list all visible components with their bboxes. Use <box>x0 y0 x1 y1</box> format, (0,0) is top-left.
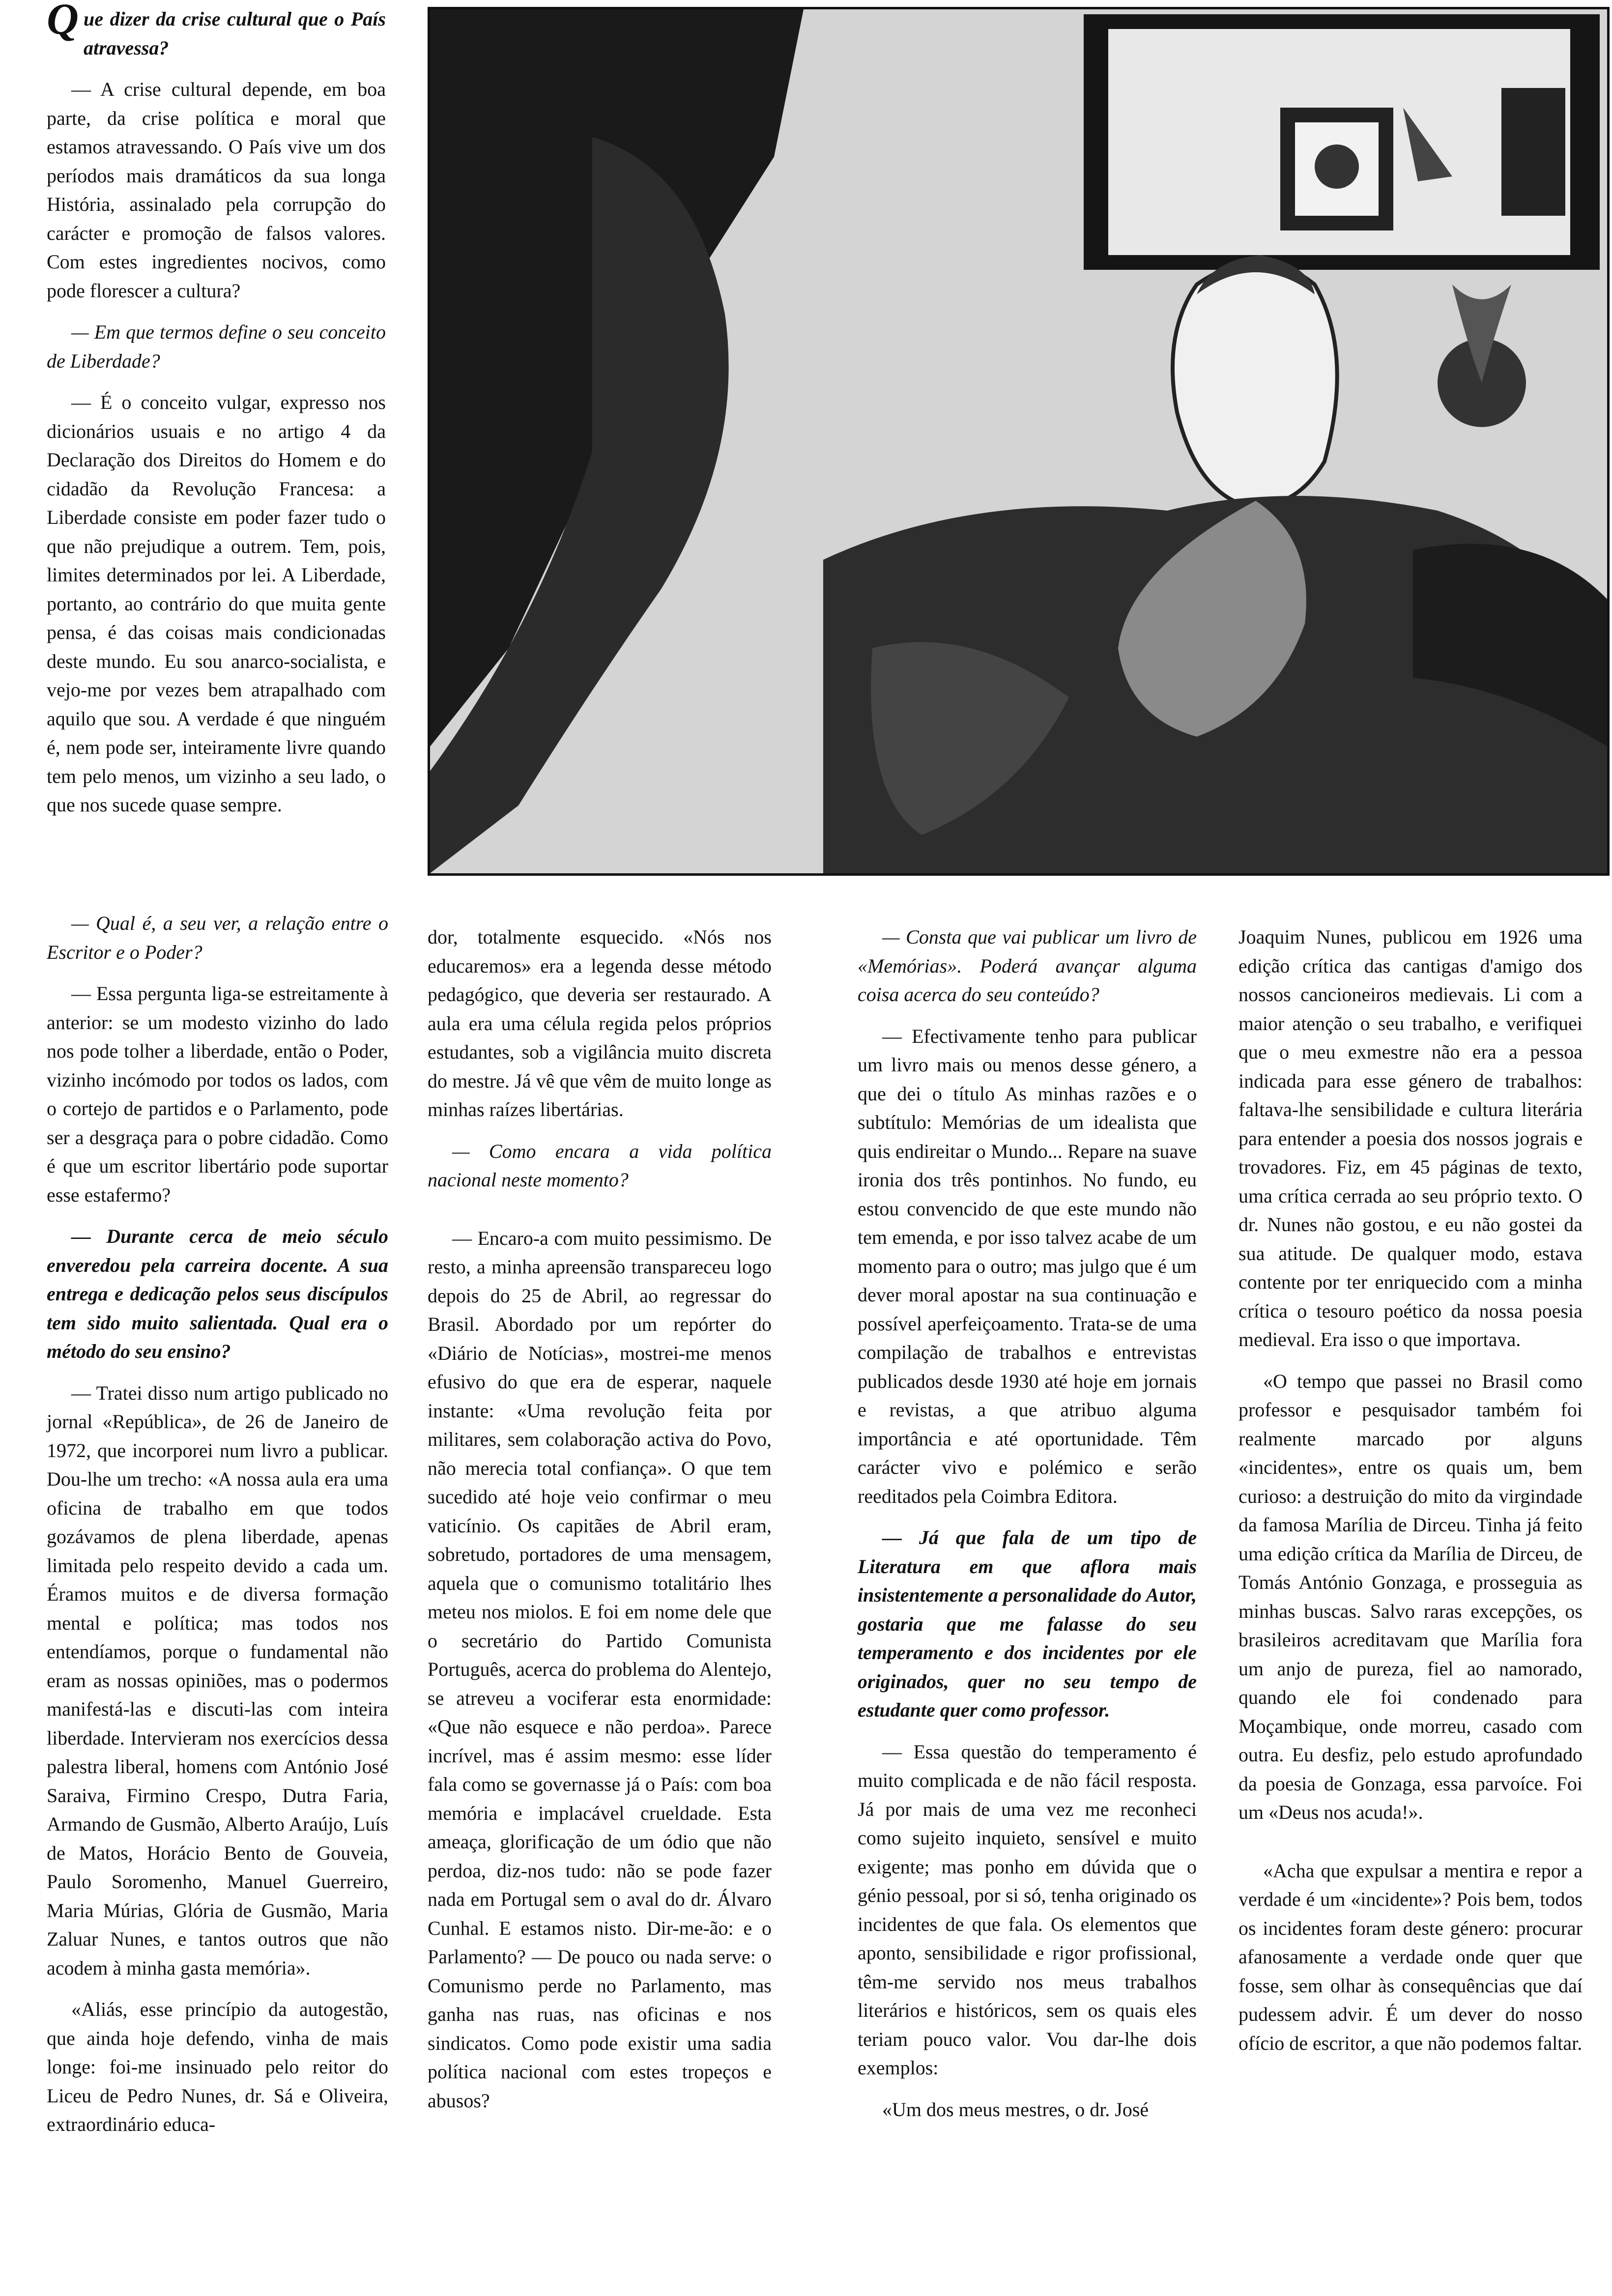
question-paragraph: — Qual é, a seu ver, a relação entre o Escritor e o Poder? <box>47 912 388 963</box>
question-paragraph: — Consta que vai publicar um livro de «Memórias». Poderá avançar alguma coisa acerca do seu conteúdo? <box>858 926 1197 1005</box>
answer-paragraph: dor, totalmente esquecido. «Nós nos educaremos» era a legenda desse método pedagógico, que deveria ser restaurado. A aula era uma célula regida pelos próprios estudantes, sob a vigilância muito discreta do mestre. Já vê que vêm de muito longe as minhas raízes libertárias. <box>428 926 772 1120</box>
answer-paragraph: «Um dos meus mestres, o dr. José <box>882 2098 1149 2121</box>
column-top-left <box>47 0 386 832</box>
answer-paragraph: Joaquim Nunes, publicou em 1926 uma edição crítica das cantigas d'amigo dos nossos cancioneiros medievais. Li com a maior atenção o seu trabalho, e verifiquei que o meu exmestre não era a pessoa indicada para esse género de trabalhos: faltava-lhe sensibilidade e cultura literária para entender a poesia dos nossos jograis e trovadores. Fiz, em 45 páginas de texto, uma crítica cerrada ao seu próprio texto. O dr. Nunes não gostou, e eu não gostei da sua atitude. De qualquer modo, estava contente por ter enriquecido com a minha crítica o tesouro poético da nossa poesia medieval. Era isso o que importava. <box>1238 926 1583 1350</box>
intro-question-text: ue dizer da crise cultural que o País atravessa? <box>84 8 386 59</box>
column-2 <box>428 923 772 2128</box>
answer-paragraph: — É o conceito vulgar, expresso nos dicionários usuais e no artigo 4 da Declaração dos Direitos do Homem e do cidadão da Revolução Francesa: a Liberdade consiste em poder fazer tudo o que não prejudique a outrem. Tem, pois, limites determinados por lei. A Liberdade, portanto, ao contrário do que muita gente pensa, é das coisas mais condicionadas deste mundo. Eu sou anarco-socialista, e vejo-me por vezes bem atrapalhado com aquilo que sou. A verdade é que ninguém é, nem pode ser, inteiramente livre quando tem pelo menos, um vizinho a seu lado, o que nos sucede quase sempre. <box>47 391 386 816</box>
photo-portrait-icon <box>430 9 1607 873</box>
answer-paragraph: «O tempo que passei no Brasil como professor e pesquisador também foi realmente marcado por alguns «incidentes», entre os quais um, bem curioso: a destruição do mito da virgindade da famosa Marília de Dirceu. Tinha já feito uma edição crítica da Marília de Dirceu, de Tomás António Gonzaga, e prosseguia as minhas buscas. Salvo raras excepções, os brasileiros acreditavam que Marília fora um anjo de pureza, fiel ao namorado, quando ele foi condenado para Moçambique, onde morreu, casado com outra. Eu desfiz, pelo estudo aprofundado da poesia de Gonzaga, essa parvoíce. Foi um «Deus nos acuda!». <box>1238 1370 1583 1823</box>
answer-paragraph: — Essa pergunta liga-se estreitamente à anterior: se um modesto vizinho do lado nos pode tolher a liberdade, então o Poder, vizinho incómodo por todos os lados, com o cortejo de partidos e o Parlamento, pode ser a desgraça para o pobre cidadão. Como é que um escritor libertário pode suportar esse estafermo? <box>47 982 388 1206</box>
question-paragraph: — Durante cerca de meio século enveredou pela carreira docente. A sua entrega e dedicação pelos seus discípulos tem sido muito salientada. Qual era o método do seu ensino? <box>47 1225 388 1362</box>
column-1 <box>47 909 388 2152</box>
answer-paragraph: — Essa questão do temperamento é muito complicada e de não fácil resposta. Já por mais de uma vez me reconheci como sujeito inquieto, sensível e muito exigente; mas ponho em dúvida que o génio pessoal, por si só, tenha originado os incidentes de que fala. Os elementos que aponto, sensibilidade e rigor profissional, têm-me servido nos meus trabalhos literários e históricos, sem os quais eles teriam pouco valor. Vou dar-lhe dois exemplos: <box>858 1740 1197 2079</box>
portrait-photo <box>428 7 1610 876</box>
drop-cap: Q <box>47 0 79 44</box>
column-4 <box>1238 923 1583 2070</box>
answer-paragraph: — Encaro-a com muito pessimismo. De resto, a minha apreensão transpareceu logo depois do 25 de Abril, ao regressar do Brasil. Abordado por um repórter do «Diário de Notícias», mostrei-me menos efusivo do que era de esperar, naquele instante: «Uma revolução feita por militares, sem colaboração activa do Povo, não merecia total confiança». O que tem sucedido até hoje veio confirmar o meu vaticínio. Os capitães de Abril eram, sobretudo, portadores de uma mensagem, aquela que o comunismo totalitário lhes meteu nos miolos. E foi em nome dele que o secretário do Partido Comunista Português, acerca do problema do Alentejo, se atreveu a vociferar esta enormidade: «Que não esquece e não perdoa». Parece incrível, mas é assim mesmo: esse líder fala como se governasse já o País: com boa memória e implacável crueldade. Esta ameaça, glorificação de um ódio que não perdoa, diz-nos tudo: não se pode fazer nada em Portugal sem o aval do dr. Álvaro Cunhal. E estamos nisto. Dir-me-ão: e o Parlamento? — De pouco ou nada serve: o Comunismo perde no Parlamento, mas ganha nas ruas, nas oficinas e nos sindicatos. Como pode existir uma sadia política nacional com estes tropeços e abusos? <box>428 1227 772 2112</box>
answer-paragraph: — A crise cultural depende, em boa parte, da crise política e moral que estamos atravessando. O País vive um dos períodos mais dramáticos da sua longa História, assinalado pela corrupção do carácter e promoção de falsos valores. Com estes ingredientes nocivos, como pode florescer a cultura? <box>47 78 386 302</box>
intro-question <box>47 0 386 62</box>
answer-paragraph: — Tratei disso num artigo publicado no jornal «República», de 26 de Janeiro de 1972, que incorporei num livro a publicar. Dou-lhe um trecho: «A nossa aula era uma oficina de trabalho em que todos gozávamos de plena liberdade, apenas limitada pelo respeito devido a cada um. Éramos muitos e de diversa formação mental e política; mas todos nos entendíamos, porque o fundamental não eram as nossas opiniões, mas o podermos manifestá-las e discuti-las com inteira liberdade. Intervieram nos exercícios dessa palestra liberal, homens com António José Saraiva, Firmino Crespo, Dutra Faria, Armando de Gusmão, Alberto Araújo, Luís de Matos, Horácio Bento de Gouveia, Paulo Soromenho, Manuel Guerreiro, Maria Múrias, Glória de Gusmão, Maria Zaluar Nunes, e tantos outros que não acodem à minha gasta memória». <box>47 1381 388 1979</box>
answer-paragraph: «Aliás, esse princípio da autogestão, que ainda hoje defendo, vinha de mais longe: foi-me insinuado pelo reitor do Liceu de Pedro Nunes, dr. Sá e Oliveira, extraordinário educa- <box>47 1998 388 2135</box>
question-paragraph: — Em que termos define o seu conceito de Liberdade? <box>47 321 386 372</box>
answer-paragraph: — Efectivamente tenho para publicar um livro mais ou menos desse género, a que dei o título As minhas razões e o subtítulo: Memórias de um idealista que quis endireitar o Mundo... Repare na suave ironia dos três pontinhos. No fundo, eu estou convencido de que este mundo não tem emenda, e por isso talvez acabe de um momento para o outro; mas julgo que é um dever moral apostar na sua continuação e possível aperfeiçoamento. Trata-se de uma compilação de trabalhos e entrevistas publicados desde 1930 até hoje em jornais e revistas, a que atribuo alguma importância e até oportunidade. Têm carácter vivo e polémico e serão reeditados pela Coimbra Editora. <box>858 1025 1197 1507</box>
column-3 <box>858 923 1197 2137</box>
question-paragraph: — Como encara a vida política nacional neste momento? <box>428 1140 772 1191</box>
question-paragraph: — Já que fala de um tipo de Literatura em que aflora mais insistentemente a personalidade do Autor, gostaria que me falasse do seu temperamento e dos incidentes por ele originados, quer no seu tempo de estudante quer como professor. <box>858 1526 1197 1721</box>
answer-paragraph: «Acha que expulsar a mentira e repor a verdade é um «incidente»? Pois bem, todos os incidentes foram deste género: procurar afanosamente a verdade onde quer que fosse, sem olhar às consequências que daí pudessem advir. É um dever do nosso ofício de escritor, a que não podemos faltar. <box>1238 1859 1583 2054</box>
